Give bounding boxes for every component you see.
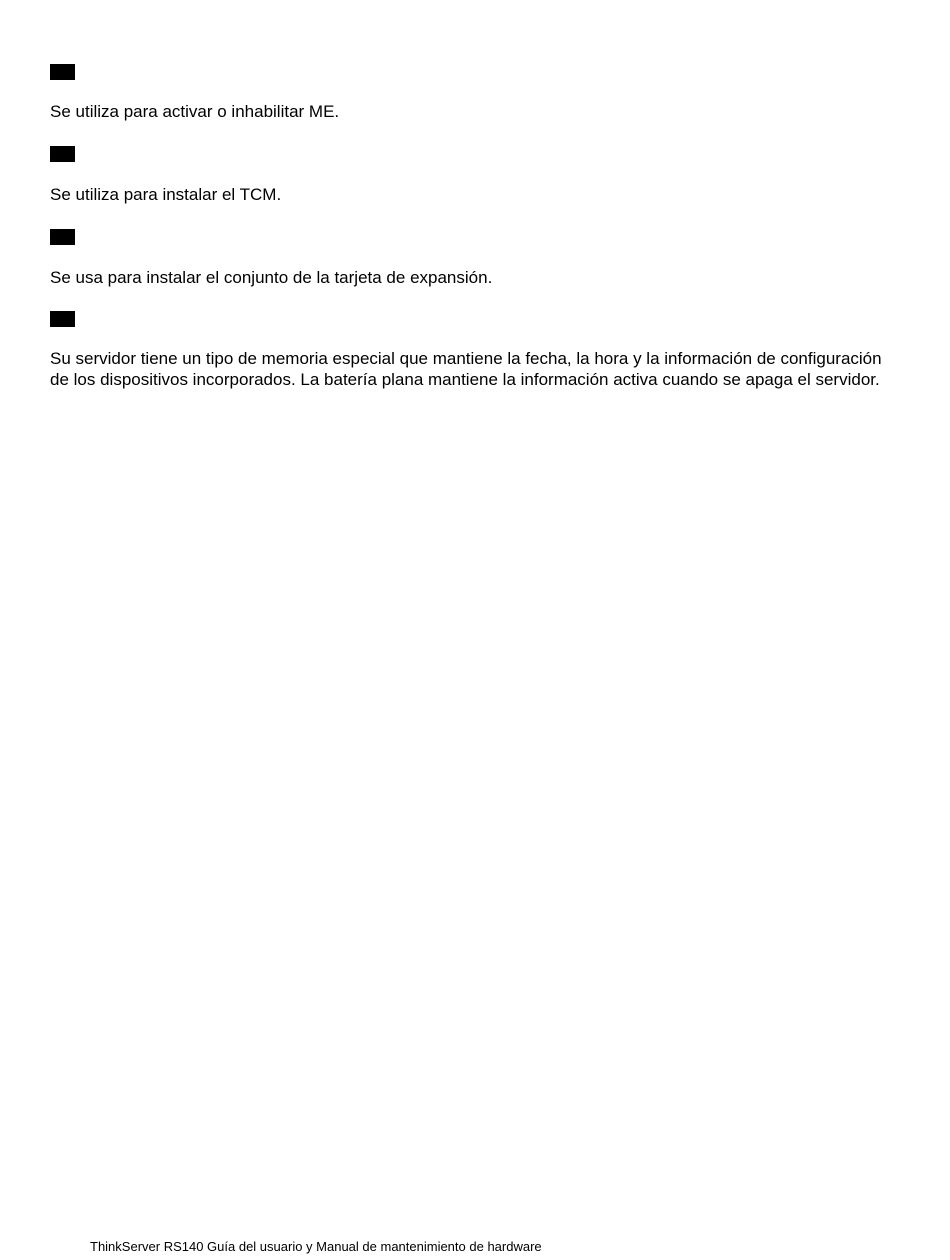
redacted-heading-marker xyxy=(50,64,75,80)
redacted-heading-marker xyxy=(50,229,75,245)
section-expansion-slot xyxy=(50,229,890,245)
section-me-jumper xyxy=(50,64,890,80)
section-description: Su servidor tiene un tipo de memoria especial que mantiene la fecha, la hora y la información de configuración de los dispositivos incorporados. La batería plana mantiene la información activa cuando se apaga el servidor. xyxy=(50,349,882,389)
section-description: Se utiliza para instalar el TCM. xyxy=(50,185,282,204)
redacted-heading-marker xyxy=(50,311,75,327)
section-battery xyxy=(50,311,890,327)
section-tcm-connector xyxy=(50,146,890,162)
section-description: Se usa para instalar el conjunto de la tarjeta de expansión. xyxy=(50,268,493,287)
page-footer: ThinkServer RS140 Guía del usuario y Manual de mantenimiento de hardware xyxy=(90,1239,542,1254)
redacted-heading-marker xyxy=(50,146,75,162)
section-description: Se utiliza para activar o inhabilitar ME. xyxy=(50,102,340,121)
